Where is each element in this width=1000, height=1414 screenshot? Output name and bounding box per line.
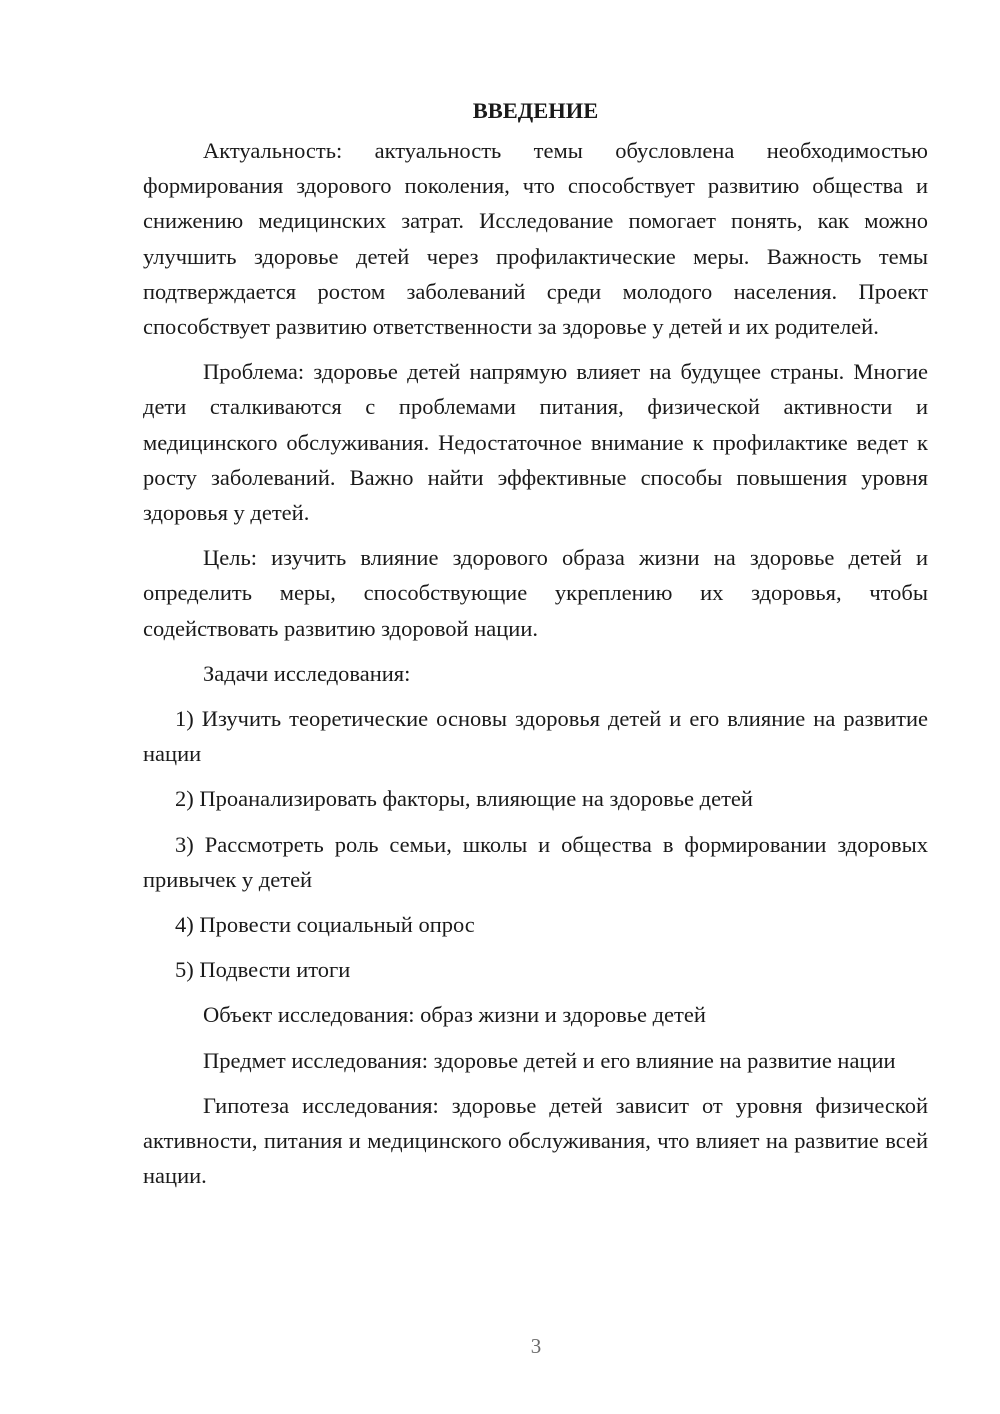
paragraph-goal: Цель: изучить влияние здорового образа жизни на здоровье детей и определить меры, способствующие укреплению их здоровья, чтобы содействовать развитию здоровой нации. <box>143 545 928 641</box>
paragraph-hypothesis: Гипотеза исследования: здоровье детей зависит от уровня физической активности, питания и медицинского обслуживания, что влияет на развитие всей нации. <box>143 1092 928 1189</box>
task-item-1: 1) Изучить теоретические основы здоровья детей и его влияние на развитие нации <box>143 706 928 767</box>
task-item-5: 5) Подвести итоги <box>175 957 351 983</box>
paragraph-subject: Предмет исследования: здоровье детей и его влияние на развитие нации <box>203 1047 896 1073</box>
tasks-heading: Задачи исследования: <box>203 660 411 686</box>
task-item-3: 3) Рассмотреть роль семьи, школы и общества в формировании здоровых привычек у детей <box>143 831 928 892</box>
paragraph-relevance: Актуальность: актуальность темы обусловлена необходимостью формирования здорового поколения, что способствует развитию общества и снижению медицинских затрат. Исследование помогает понять, как можно улучшить здоровье детей через профилактические меры. Важность темы подтверждается ростом заболеваний среди молодого населения. Проект способствует развитию ответственности за здоровье у детей и их родителей. <box>143 138 928 340</box>
task-item-4: 4) Провести социальный опрос <box>175 912 475 938</box>
document-page <box>143 93 928 1203</box>
task-item-2: 2) Проанализировать факторы, влияющие на здоровье детей <box>175 786 753 812</box>
section-title: ВВЕДЕНИЕ <box>472 98 599 123</box>
paragraph-object: Объект исследования: образ жизни и здоровье детей <box>203 1002 706 1028</box>
paragraph-problem: Проблема: здоровье детей напрямую влияет на будущее страны. Многие дети сталкиваются с проблемами питания, физической активности и медицинского обслуживания. Недостаточное внимание к профилактике ведет к росту заболеваний. Важно найти эффективные способы повышения уровня здоровья у детей. <box>143 359 928 526</box>
page-number: 3 <box>530 1334 542 1358</box>
